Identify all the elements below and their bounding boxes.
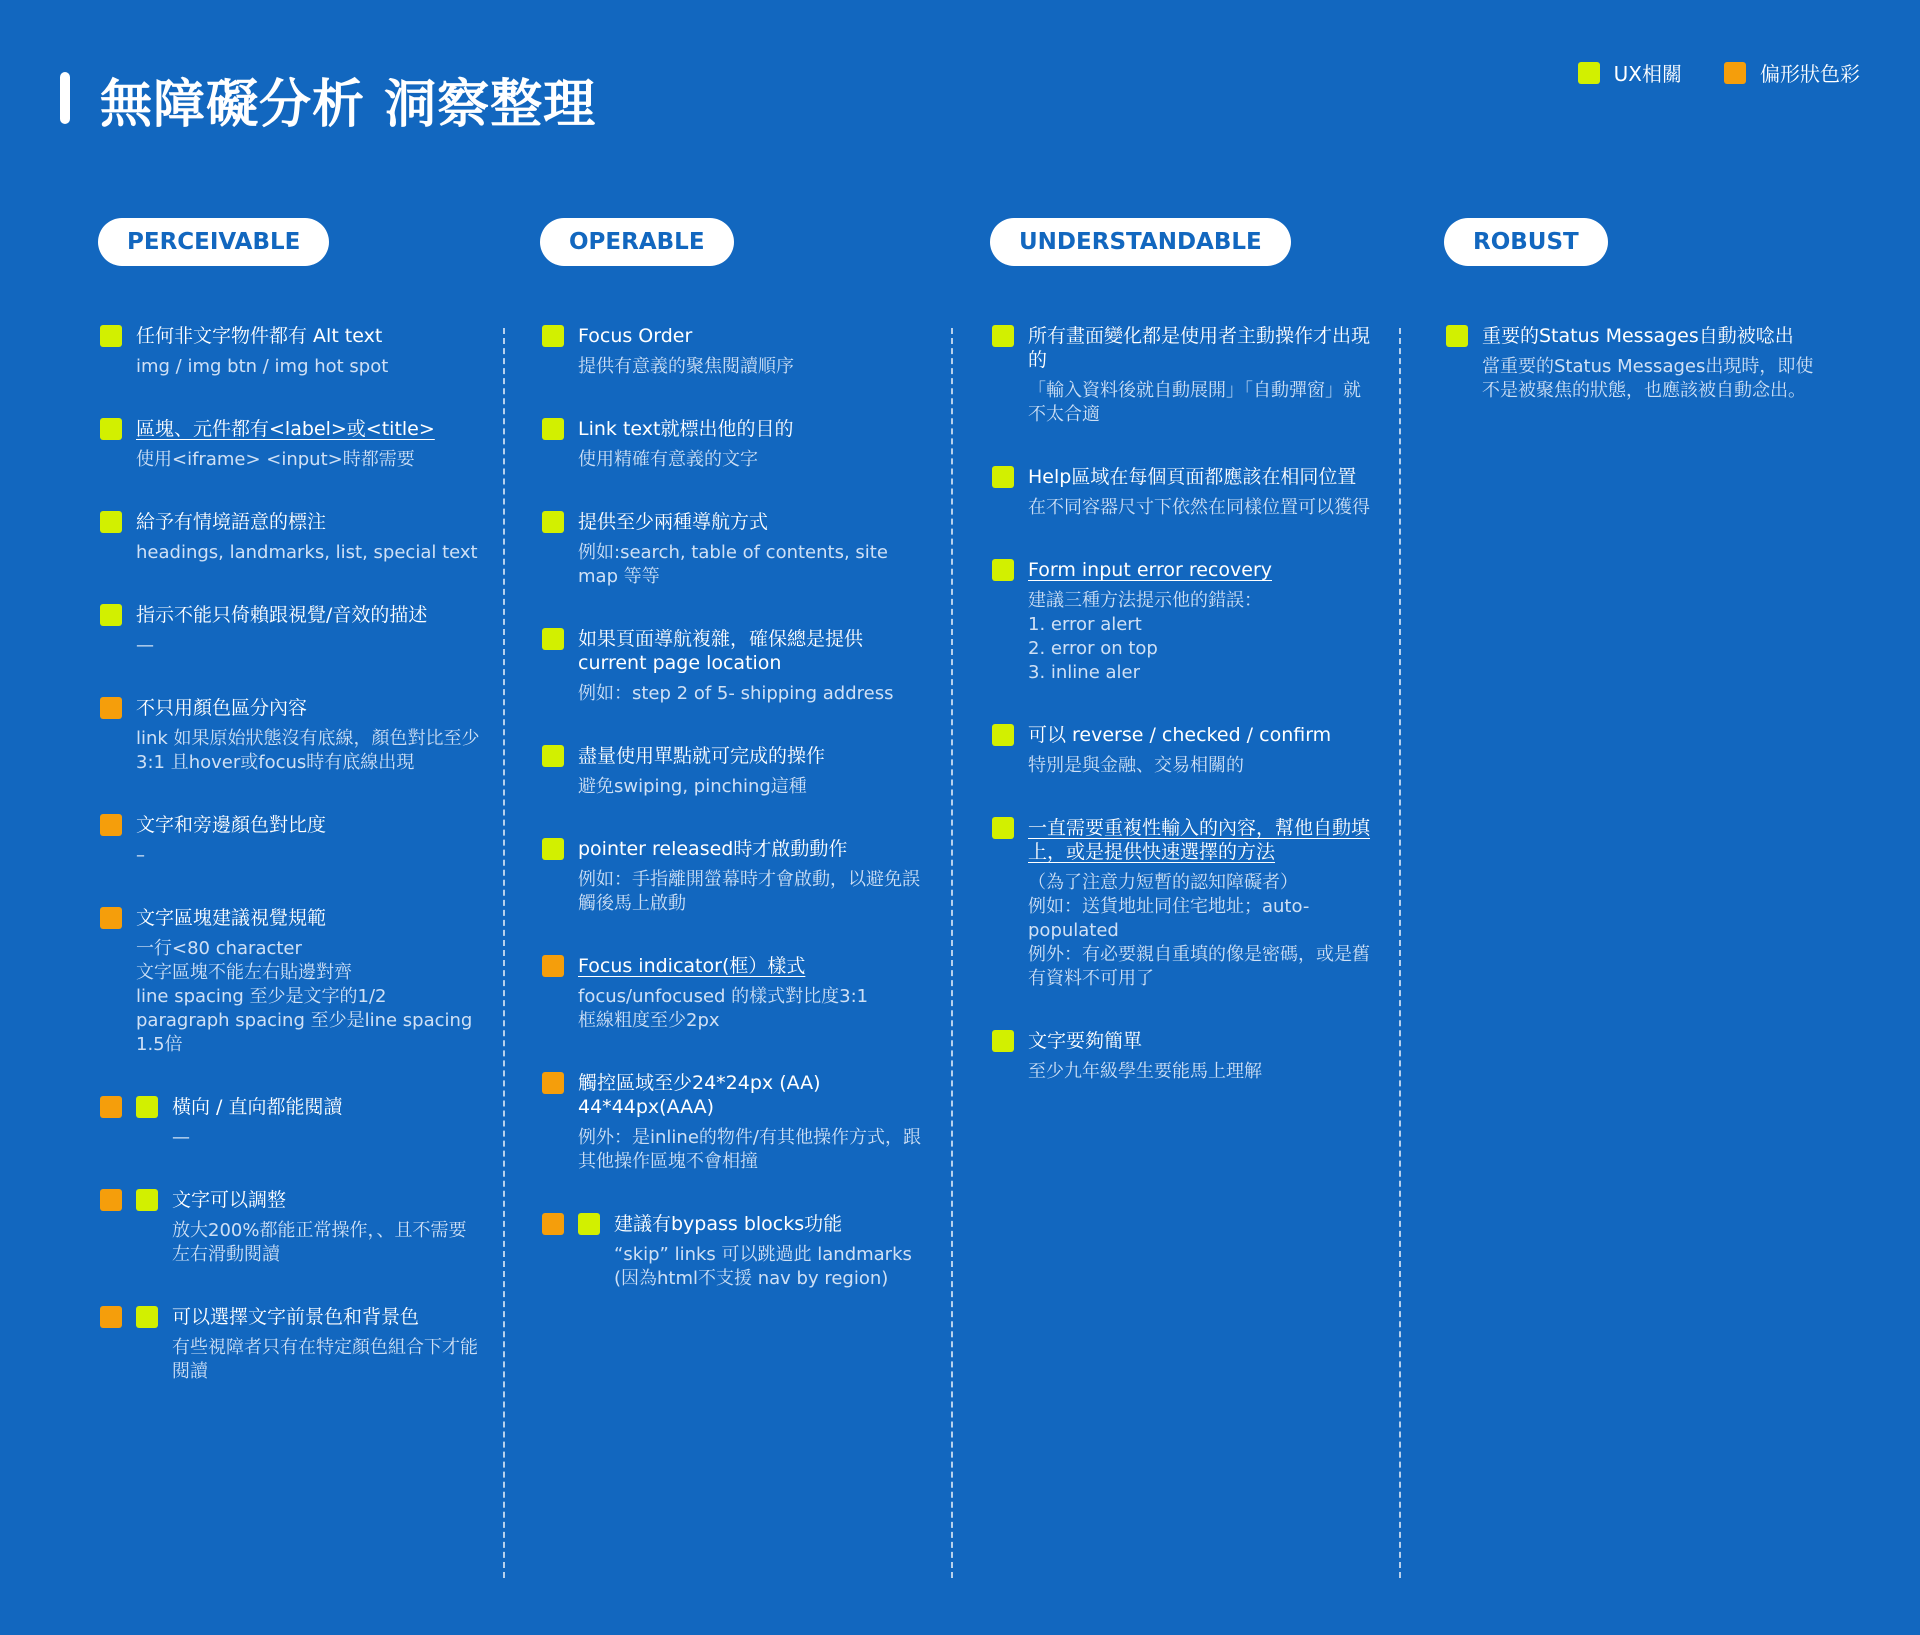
item-title: 觸控區域至少24*24px (AA) 44*44px(AAA)	[578, 1072, 821, 1118]
item-title: Form input error recovery	[1028, 559, 1272, 581]
category-markers	[542, 324, 564, 379]
item-text	[578, 837, 922, 916]
visual-square-icon	[542, 1072, 564, 1094]
item-text	[1028, 558, 1372, 685]
category-markers	[992, 558, 1014, 685]
item-title: 一直需要重複性輸入的內容，幫他自動填上，或是提供快速選擇的方法	[1028, 817, 1371, 863]
ux-square-icon	[992, 559, 1014, 581]
ux-square-icon	[1446, 325, 1468, 347]
item-text	[578, 627, 922, 706]
category-markers	[992, 816, 1014, 991]
category-markers	[542, 837, 564, 916]
legend-label-visual: 偏形狀色彩	[1760, 62, 1860, 86]
ux-square-icon	[542, 745, 564, 767]
item-description: 避免swiping, pinching這種	[578, 776, 807, 797]
item-description: 例如：手指離開螢幕時才會啟動，以避免誤觸後馬上啟動	[578, 869, 920, 914]
item-description: 至少九年級學生要能馬上理解	[1028, 1061, 1262, 1082]
list-item	[100, 510, 480, 565]
category-markers	[542, 1212, 600, 1291]
page-title: 無障礙分析 洞察整理	[100, 75, 597, 135]
item-description: 當重要的Status Messages出現時，即使不是被聚焦的狀態，也應該被自動念出。	[1482, 356, 1814, 401]
item-list	[100, 324, 480, 1384]
item-title: Focus indicator(框）樣式	[578, 955, 806, 977]
item-description: 例如：step 2 of 5- shipping address	[578, 683, 894, 704]
column-divider	[951, 328, 953, 1578]
list-item	[542, 1212, 922, 1291]
item-text	[578, 510, 922, 589]
item-title: 可以 reverse / checked / confirm	[1028, 724, 1332, 746]
list-item	[100, 417, 480, 472]
ux-square-icon	[542, 325, 564, 347]
legend-item-visual	[1724, 58, 1860, 87]
item-text	[136, 603, 480, 658]
item-title: 提供至少兩種導航方式	[578, 511, 769, 533]
item-title: 橫向 / 直向都能閱讀	[172, 1096, 343, 1118]
item-text	[136, 417, 480, 472]
item-text	[1028, 816, 1372, 991]
item-text	[578, 744, 922, 799]
item-description: 例如:search, table of contents, site map 等等	[578, 542, 888, 587]
ux-square-icon	[992, 817, 1014, 839]
item-title: 文字區塊建議視覺規範	[136, 907, 327, 929]
item-description: 特別是與金融、交易相關的	[1028, 755, 1244, 776]
legend-item-ux	[1578, 58, 1682, 87]
category-markers	[992, 324, 1014, 427]
item-title: 區塊、元件都有<label>或<title>	[136, 418, 435, 440]
item-description: 放大200%都能正常操作，、且不需要左右滑動閱讀	[172, 1220, 467, 1265]
category-markers	[542, 744, 564, 799]
item-title: 可以選擇文字前景色和背景色	[172, 1306, 420, 1328]
item-list	[992, 324, 1372, 1084]
ux-square-icon	[100, 325, 122, 347]
list-item	[1446, 324, 1826, 403]
legend	[1578, 58, 1860, 87]
item-description: （為了注意力短暫的認知障礙者） 例如：送貨地址同住宅地址；auto-populated 例外：有必要親自重填的像是密碼，或是舊有資料不可用了	[1028, 872, 1370, 989]
category-markers	[542, 417, 564, 472]
column-perceivable	[100, 218, 480, 1422]
item-description: 一行<80 character 文字區塊不能左右貼邊對齊 line spacing 至少是文字的1/2 paragraph spacing 至少是line spacing 1.5倍	[136, 938, 473, 1055]
item-title: pointer released時才啟動動作	[578, 838, 848, 860]
item-text	[136, 696, 480, 775]
ux-square-icon	[100, 511, 122, 533]
item-text	[1028, 723, 1372, 778]
item-title: 指示不能只倚賴跟視覺/音效的描述	[136, 604, 428, 626]
item-description: 「輸入資料後就自動展開」「自動彈窗」就不太合適	[1028, 380, 1361, 425]
ux-square-icon	[542, 838, 564, 860]
item-text	[578, 417, 922, 472]
column-header: PERCEIVABLE	[98, 218, 329, 266]
item-text	[1482, 324, 1826, 403]
list-item	[542, 1071, 922, 1174]
list-item	[992, 1029, 1372, 1084]
item-text	[614, 1212, 922, 1291]
item-list	[1446, 324, 1826, 403]
category-markers	[100, 1188, 158, 1267]
category-markers	[992, 723, 1014, 778]
column-header: OPERABLE	[540, 218, 734, 266]
item-description: img / img btn / img hot spot	[136, 356, 389, 377]
list-item	[100, 324, 480, 379]
item-description: —	[136, 635, 154, 656]
list-item	[992, 324, 1372, 427]
item-text	[1028, 465, 1372, 520]
list-item	[100, 696, 480, 775]
list-item	[100, 1305, 480, 1384]
list-item	[100, 1188, 480, 1267]
column-divider	[503, 328, 505, 1578]
item-text	[578, 1071, 922, 1174]
category-markers	[1446, 324, 1468, 403]
list-item	[542, 954, 922, 1033]
list-item	[992, 465, 1372, 520]
ux-square-icon	[136, 1096, 158, 1118]
column-divider	[1399, 328, 1401, 1578]
ux-square-icon	[542, 628, 564, 650]
item-description: focus/unfocused 的樣式對比度3:1 框線粗度至少2px	[578, 986, 869, 1031]
list-item	[542, 744, 922, 799]
category-markers	[992, 465, 1014, 520]
item-text	[172, 1188, 480, 1267]
list-item	[992, 723, 1372, 778]
ux-square-icon	[578, 1213, 600, 1235]
visual-square-icon	[542, 955, 564, 977]
item-description: 在不同容器尺寸下依然在同樣位置可以獲得	[1028, 497, 1370, 518]
item-description: 建議三種方法提示他的錯誤： 1. error alert 2. error on top 3. inline aler	[1028, 590, 1262, 683]
list-item	[100, 603, 480, 658]
column-robust	[1446, 218, 1826, 441]
item-text	[578, 324, 922, 379]
item-text	[1028, 1029, 1372, 1084]
column-header: ROBUST	[1444, 218, 1608, 266]
item-text	[1028, 324, 1372, 427]
column-operable	[542, 218, 922, 1329]
columns	[0, 218, 1920, 1578]
list-item	[992, 816, 1372, 991]
item-title: 重要的Status Messages自動被唸出	[1482, 325, 1794, 347]
ux-square-icon	[992, 1030, 1014, 1052]
ux-square-icon	[100, 418, 122, 440]
list-item	[100, 906, 480, 1057]
item-title: 不只用顏色區分內容	[136, 697, 308, 719]
item-text	[136, 813, 480, 868]
item-title: Help區域在每個頁面都應該在相同位置	[1028, 466, 1357, 488]
item-description: headings, landmarks, list, special text	[136, 542, 478, 563]
item-description: 有些視障者只有在特定顏色組合下才能閱讀	[172, 1337, 478, 1382]
ux-square-icon	[136, 1189, 158, 1211]
item-title: 建議有bypass blocks功能	[614, 1213, 843, 1235]
item-title: Link text就標出他的目的	[578, 418, 794, 440]
item-title: 文字要夠簡單	[1028, 1030, 1143, 1052]
category-markers	[542, 1071, 564, 1174]
ux-square-icon	[542, 511, 564, 533]
category-markers	[542, 627, 564, 706]
list-item	[992, 558, 1372, 685]
visual-square-icon	[100, 814, 122, 836]
item-text	[136, 906, 480, 1057]
visual-square-icon	[100, 907, 122, 929]
list-item	[100, 813, 480, 868]
item-title: 給予有情境語意的標注	[136, 511, 327, 533]
category-markers	[100, 324, 122, 379]
list-item	[542, 510, 922, 589]
item-title: Focus Order	[578, 325, 693, 347]
ux-square-icon	[992, 325, 1014, 347]
item-title: 任何非文字物件都有 Alt text	[136, 325, 383, 347]
column-understandable	[992, 218, 1372, 1122]
category-markers	[100, 1305, 158, 1384]
item-text	[136, 324, 480, 379]
visual-square-icon	[100, 697, 122, 719]
ux-square-icon	[992, 724, 1014, 746]
category-markers	[542, 510, 564, 589]
item-title: 所有畫面變化都是使用者主動操作才出現的	[1028, 325, 1371, 371]
category-markers	[100, 510, 122, 565]
item-description: –	[136, 845, 145, 866]
category-markers	[100, 1095, 158, 1150]
category-markers	[100, 696, 122, 775]
visual-square-icon	[1724, 62, 1746, 84]
category-markers	[100, 813, 122, 868]
list-item	[542, 627, 922, 706]
ux-square-icon	[100, 604, 122, 626]
category-markers	[100, 906, 122, 1057]
ux-square-icon	[136, 1306, 158, 1328]
category-markers	[542, 954, 564, 1033]
item-text	[172, 1095, 480, 1150]
item-description: link 如果原始狀態沒有底線，顏色對比至少3:1 且hover或focus時有底線出現	[136, 728, 480, 773]
item-description: 使用精確有意義的文字	[578, 449, 758, 470]
title-accent-bar	[60, 72, 70, 124]
item-list	[542, 324, 922, 1291]
item-text	[136, 510, 480, 565]
visual-square-icon	[100, 1189, 122, 1211]
list-item	[542, 837, 922, 916]
ux-square-icon	[992, 466, 1014, 488]
legend-label-ux: UX相關	[1613, 62, 1682, 86]
item-description: 提供有意義的聚焦閱讀順序	[578, 356, 794, 377]
item-description: 例外：是inline的物件/有其他操作方式，跟其他操作區塊不會相撞	[578, 1127, 921, 1172]
category-markers	[100, 417, 122, 472]
item-text	[172, 1305, 480, 1384]
item-description: —	[172, 1127, 190, 1148]
item-title: 文字和旁邊顏色對比度	[136, 814, 327, 836]
item-title: 如果頁面導航複雜，確保總是提供 current page location	[578, 628, 864, 674]
item-description: “skip” links 可以跳過此 landmarks (因為html不支援 nav by region)	[614, 1244, 912, 1289]
list-item	[542, 417, 922, 472]
ux-square-icon	[1578, 62, 1600, 84]
item-text	[578, 954, 922, 1033]
ux-square-icon	[542, 418, 564, 440]
visual-square-icon	[542, 1213, 564, 1235]
item-title: 文字可以調整	[172, 1189, 287, 1211]
item-title: 盡量使用單點就可完成的操作	[578, 745, 826, 767]
category-markers	[992, 1029, 1014, 1084]
item-description: 使用<iframe> <input>時都需要	[136, 449, 415, 470]
category-markers	[100, 603, 122, 658]
visual-square-icon	[100, 1306, 122, 1328]
list-item	[542, 324, 922, 379]
visual-square-icon	[100, 1096, 122, 1118]
column-header: UNDERSTANDABLE	[990, 218, 1291, 266]
list-item	[100, 1095, 480, 1150]
